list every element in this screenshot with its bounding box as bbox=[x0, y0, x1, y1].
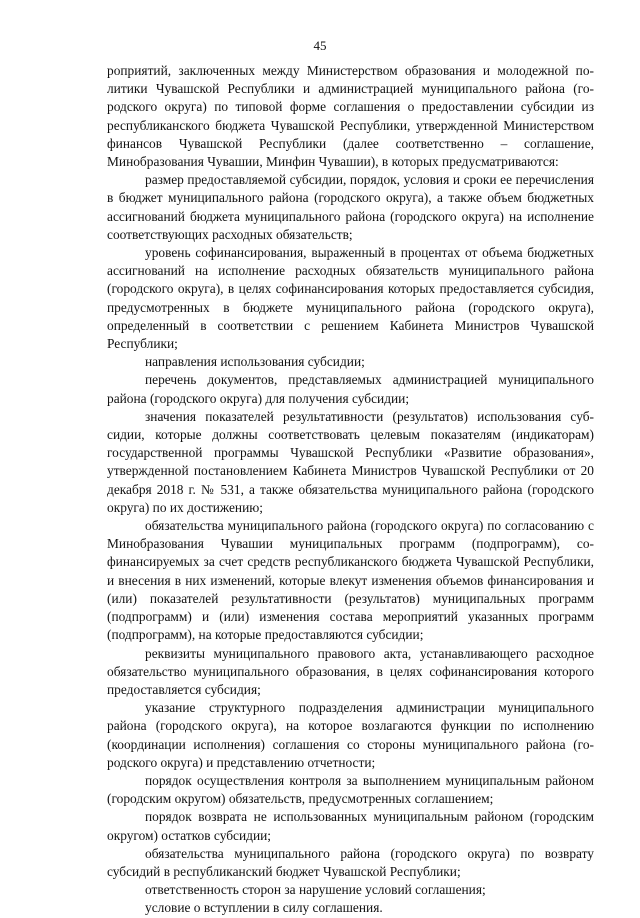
paragraph-responsible-unit: указание структурного подразделения администрации муниципального района (городского округа), на которое возлагаются функции по исполнению (координации исполнения) соглашения со стороны муниципального района (городского округа) и представлению отчетности; bbox=[107, 700, 594, 770]
paragraph-continuation: роприятий, заключенных между Министерством образования и молодежной политики Чувашской Республики и администрацией муниципального района (городского округа) по типовой форме соглашения о предоставлении субсидии из республиканского бюджета Чувашской Республики, утвержденной Министерством финансов Чувашской Республики (далее соответственно – соглашение, Минобразования Чувашии, Минфин Чувашии), в которых предусматриваются: bbox=[107, 63, 594, 170]
paragraph-liability: ответственность сторон за нарушение условий соглашения; bbox=[145, 882, 486, 898]
paragraph-entry-into-force: условие о вступлении в силу соглашения. bbox=[145, 900, 383, 916]
paragraph-cofinancing-level: уровень софинансирования, выраженный в процентах от объема бюджетных ассигнований на исполнение расходных обязательств муниципального района (городского округа), в целях софинансирования которых предоставляется субсидия, предусмотренных в бюджете муниципального района (городского округа), определенный в соответствии с решением Кабинета Министров Чувашской Республики; bbox=[107, 245, 594, 352]
page-number: 45 bbox=[313, 38, 327, 53]
document-body bbox=[107, 62, 594, 918]
paragraph-program-approval: обязательства муниципального района (городского округа) по согласованию с Минобразования Чувашии муниципальных программ (подпрограмм), софинансируемых за счет средств республиканского бюджета Чувашской Республики, и внесения в них изменений, которые влекут изменения объемов финансирования и (или) показателей результативности (результатов) муниципальных программ (подпрограмм) и (или) изменения состава мероприятий указанных программ (подпрограмм), на которые предоставляются субсидии; bbox=[107, 518, 594, 643]
paragraph-control-procedure: порядок осуществления контроля за выполнением муниципальным районом (городским округом) обязательств, предусмотренных соглашением; bbox=[107, 772, 594, 807]
paragraph-performance-indicators: значения показателей результативности (результатов) использования субсидии, которые должны соответствовать целевым показателям (индикаторам) государственной программы Чувашской Республики «Развитие образования», утвержденной постановлением Кабинета Министров Чувашской Республики от 20 декабря 2018 г. № 531, а также обязательства муниципального района (городского округа) по их достижению; bbox=[107, 408, 594, 515]
paragraph-return-obligations: обязательства муниципального района (городского округа) по возврату субсидий в республиканский бюджет Чувашской Республики; bbox=[107, 845, 594, 879]
paragraph-documents-list: перечень документов, представляемых администрацией муниципального района (городского округа) для получения субсидии; bbox=[107, 372, 594, 406]
paragraph-usage-directions: направления использования субсидии; bbox=[145, 354, 365, 370]
paragraph-subsidy-amount: размер предоставляемой субсидии, порядок, условия и сроки ее перечисления в бюджет муниципального района (городского округа), а также объем бюджетных ассигнований бюджета муниципального района (городского округа) на исполнение соответствующих расходных обязательств; bbox=[107, 172, 594, 242]
paragraph-return-procedure: порядок возврата не использованных муниципальным районом (городским округом) остатков субсидии; bbox=[107, 809, 594, 843]
paragraph-legal-act-details: реквизиты муниципального правового акта, устанавливающего расходное обязательство муниципального образования, в целях софинансирования которого предоставляется субсидия; bbox=[107, 645, 594, 697]
